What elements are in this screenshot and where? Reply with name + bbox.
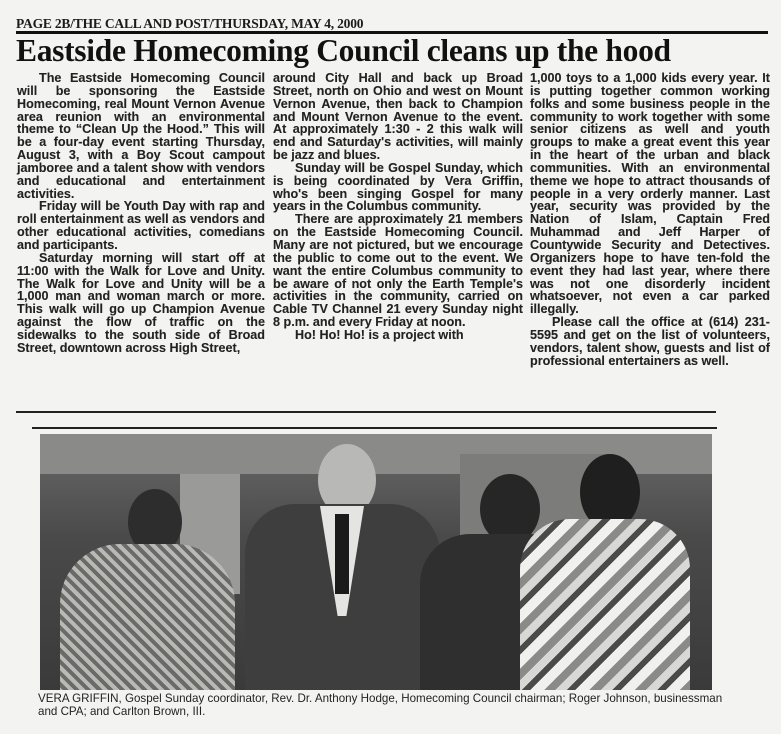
photo-caption: VERA GRIFFIN, Gospel Sunday coordinator, Rev. Dr. Anthony Hodge, Homecoming Council chairman; Roger Johnson, businessman and CPA; and Carlton Brown, III.: [38, 692, 723, 718]
paragraph: There are approximately 21 members on the Eastside Homecoming Council. Many are not pictured, but we encourage the public to come out to the event. We want the entire Columbus community to be aware of not only the Earth Temple's activities in the community, carried on Cable TV Channel 21 every Sunday night 8 p.m. and every Friday at noon.: [273, 212, 523, 330]
photo-top-rule: [32, 427, 717, 429]
article-column-2: [273, 72, 523, 342]
paragraph: Please call the office at (614) 231-5595 and get on the list of volunteers, vendors, talent show, guests and list of professional entertainers as well.: [530, 315, 770, 368]
article-column-3: [530, 72, 770, 367]
group-photo: [40, 434, 712, 690]
person-vera-griffin-body: [60, 544, 235, 690]
paragraph: Friday will be Youth Day with rap and roll entertainment as well as vendors and other educational activities, comedians and participants.: [17, 199, 265, 252]
paragraph: Ho! Ho! Ho! is a project with: [295, 327, 464, 342]
paragraph: The Eastside Homecoming Council will be sponsoring the Eastside Homecoming, real Mount Vernon Avenue area reunion with an environmental theme to “Clean Up the Hood.” This will be a four-day event starting Thursday, August 3, with a Boy Scout campout jamboree and a talent show with vendors and educational and entertainment activities.: [17, 71, 265, 201]
paragraph: around City Hall and back up Broad Street, north on Ohio and west on Mount Vernon Avenue, then back to Champion and Mount Vernon Avenue to the event. At approximately 1:30 - 2 this walk will end and Saturday's activities, will mainly be jazz and blues.: [273, 71, 523, 163]
column-bottom-rule: [16, 411, 716, 413]
person-carlton-brown-body: [520, 519, 690, 690]
paragraph: Saturday morning will start off at 11:00 with the Walk for Love and Unity. The Walk for Love and Unity will be a 1,000 man and woman march or more. This walk will go up Champion Avenue against the flow of traffic on the sidewalks to the south side of Broad Street, downtown across High Street,: [17, 250, 265, 355]
article-column-1: [17, 72, 265, 355]
headline: Eastside Homecoming Council cleans up the hood: [16, 33, 671, 68]
paragraph: 1,000 toys to a 1,000 kids every year. It is putting together common working folks and some business people in the community to work together with some senior citizens as well and youth groups to make a great event this year in the heart of the urban and black communities. With an environmental theme we hope to attract thousands of people in a very orderly manner. Last year, security was provided by the Nation of Islam, Captain Fred Muhammad and Jeff Harper of Countywide Security and Detectives. Organizers hope to have ten-fold the event they had last year, where there was not one disorderly incident whatsoever, not even a car parked illegally.: [530, 71, 770, 317]
person-anthony-hodge-tie: [335, 514, 349, 594]
dateline: PAGE 2B/THE CALL AND POST/THURSDAY, MAY 4, 2000: [16, 16, 364, 31]
paragraph: Sunday will be Gospel Sunday, which is being coordinated by Vera Griffin, who's been singing Gospel for many years in the Columbus community.: [273, 160, 523, 214]
